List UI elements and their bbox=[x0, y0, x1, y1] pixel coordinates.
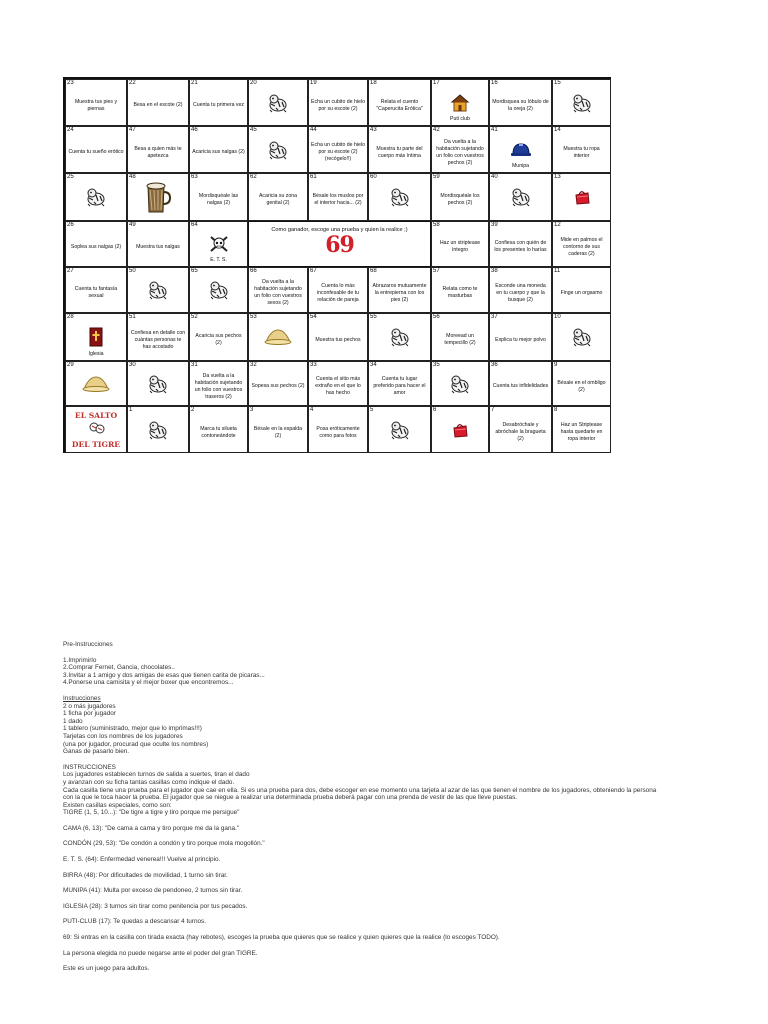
text-line: 2.Comprar Fernet, Gancia, chocolates.. bbox=[63, 664, 175, 672]
board-cell-15 bbox=[552, 79, 611, 126]
board-cell-37 bbox=[489, 313, 552, 361]
cell-number: 59 bbox=[433, 174, 440, 180]
cell-text: E. T. S. bbox=[210, 257, 227, 263]
cell-number: 14 bbox=[554, 127, 561, 133]
board-cell-66 bbox=[248, 267, 308, 313]
cell-number: 15 bbox=[554, 80, 561, 86]
board-cell-33 bbox=[308, 361, 368, 406]
bag-icon bbox=[573, 188, 591, 206]
board-cell-16 bbox=[489, 79, 552, 126]
cell-text: Mordisquéale las nalgas (2) bbox=[198, 193, 239, 206]
board-title-cell bbox=[65, 406, 127, 453]
special-cell-rule: E. T. S. (64): Enfermedad venerea!!! Vuelve al principio. bbox=[63, 856, 221, 864]
cell-text: Sopesa sus pechos (2) bbox=[251, 383, 305, 389]
special-cells-list bbox=[63, 817, 753, 973]
cell-text: Muestra tus pechos bbox=[315, 336, 361, 343]
cell-text: Esconde una moneda en tu cuerpo y que la busque (2) bbox=[495, 282, 546, 303]
cell-number: 56 bbox=[433, 314, 440, 320]
special-cell-rule: CONDÓN (29, 53): "De condón a condón y tiro porque mola mogollón." bbox=[63, 840, 265, 848]
cell-text: Acaricia su zona genital (2) bbox=[258, 193, 298, 206]
text-line: 3.Invitar a 1 amigo y dos amigas de esas que tienen carita de picaras... bbox=[63, 671, 265, 679]
bag-icon bbox=[451, 421, 469, 439]
cell-number: 63 bbox=[191, 174, 198, 180]
text-line: 1 dado bbox=[63, 717, 83, 725]
board-cell-32 bbox=[248, 361, 308, 406]
text-line: 4.Ponerse una camisita y el mejor boxer que encontremos... bbox=[63, 679, 234, 687]
tiger-icon bbox=[388, 187, 412, 207]
cell-text: Soplea sus nalgas (2) bbox=[70, 243, 122, 250]
cell-text: Mordisquea su lóbulo de la oreja (2) bbox=[492, 98, 549, 112]
cell-text: Echa un cubito de hielo por su escote (2) bbox=[311, 98, 365, 112]
tiger-icon bbox=[266, 140, 290, 160]
board-cell-57 bbox=[431, 267, 489, 313]
cell-number: 28 bbox=[67, 314, 74, 320]
tiger-icon bbox=[84, 187, 108, 207]
text-line: y avanzan con su ficha tantas casillas como indique el dado. bbox=[63, 778, 235, 786]
board-cell-2 bbox=[189, 406, 248, 453]
tiger-icon bbox=[146, 374, 170, 394]
special-cell-rule: BIRRA (48): Por dificultades de movilidad, 1 turno sin tirar. bbox=[63, 871, 228, 879]
cell-text: Confiesa en detalle con cuántas personas te has acostado bbox=[130, 329, 186, 350]
board-cell-27 bbox=[65, 267, 127, 313]
board-cell-14 bbox=[552, 126, 611, 173]
cell-number: 7 bbox=[491, 407, 495, 413]
cell-number: 54 bbox=[310, 314, 317, 320]
board-cell-26 bbox=[65, 221, 127, 267]
cell-text: Mide en palmos el contorno de sus caderas (2) bbox=[560, 236, 603, 257]
cell-number: 3 bbox=[250, 407, 254, 413]
cell-number: 19 bbox=[310, 80, 317, 86]
skull-icon bbox=[209, 235, 229, 253]
text-line: 1 tablero (suministrado, mejor que lo imprimas!!!) bbox=[63, 725, 202, 733]
tiger-icon bbox=[448, 374, 472, 394]
cell-number: 12 bbox=[554, 222, 561, 228]
cell-number: 30 bbox=[129, 362, 136, 368]
cell-text: Mordisquéale los pechos (2) bbox=[440, 193, 480, 206]
cell-number: 68 bbox=[370, 268, 377, 274]
tiger-icon bbox=[509, 187, 533, 207]
cell-number: 2 bbox=[191, 407, 195, 413]
cell-text: Haz un striptease íntegro bbox=[439, 240, 481, 253]
cell-number: 1 bbox=[129, 407, 133, 413]
instructions-title: Instrucciones bbox=[63, 694, 101, 702]
cell-number: 45 bbox=[250, 127, 257, 133]
tiger-icon bbox=[388, 327, 412, 347]
special-cell-rule: Este es un juego para adultos. bbox=[63, 965, 150, 973]
cell-number: 11 bbox=[554, 268, 561, 274]
cell-text: Bésale en el ombligo (2) bbox=[557, 379, 606, 393]
board-cell-13 bbox=[552, 173, 611, 221]
cell-text: Finge un orgasmo bbox=[560, 289, 603, 296]
tiger-icon bbox=[146, 280, 170, 300]
cell-number: 29 bbox=[67, 362, 74, 368]
board-cell-65 bbox=[189, 267, 248, 313]
cell-number: 34 bbox=[370, 362, 377, 368]
board-cell-5 bbox=[368, 406, 431, 453]
text-line: Tarjetas con los nombres de los jugadores bbox=[63, 732, 183, 740]
board-cell-67 bbox=[308, 267, 368, 313]
cell-number: 10 bbox=[554, 314, 561, 320]
board-cell-47 bbox=[127, 126, 189, 173]
board-cell-60 bbox=[368, 173, 431, 221]
cell-text: Haz un Striptease hasta quedarte en ropa interior bbox=[560, 422, 603, 442]
board-cell-56 bbox=[431, 313, 489, 361]
board-cell-48 bbox=[127, 173, 189, 221]
cell-number: 23 bbox=[67, 80, 74, 86]
board-cell-3 bbox=[248, 406, 308, 453]
special-cell-rule: La persona elegida no puede negarse ante el poder del gran TIGRE. bbox=[63, 949, 258, 957]
board-cell-58 bbox=[431, 221, 489, 267]
board-cell-10 bbox=[552, 313, 611, 361]
cell-number: 47 bbox=[129, 127, 136, 133]
cell-number: 21 bbox=[191, 80, 198, 86]
cell-text: Bésale los muslos por el interior hacia... (2) bbox=[312, 193, 364, 206]
cell-number: 31 bbox=[191, 362, 198, 368]
game-board bbox=[63, 77, 611, 453]
cell-text: Echa un cubito de hielo por su escote (2) (recógelo!!) bbox=[311, 142, 365, 162]
board-cell-38 bbox=[489, 267, 552, 313]
board-cell-36 bbox=[489, 361, 552, 406]
tiger-icon bbox=[266, 93, 290, 113]
board-cell-61 bbox=[308, 173, 368, 221]
cell-text: Relata el cuento "Caperucita Erótica" bbox=[376, 98, 423, 112]
tiger-icon bbox=[570, 327, 594, 347]
cell-text: Muestra tus nalgas bbox=[136, 243, 180, 250]
cell-number: 61 bbox=[310, 174, 317, 180]
cell-number: 41 bbox=[491, 127, 498, 133]
cell-text: Puti club bbox=[450, 116, 470, 122]
board-cell-22 bbox=[127, 79, 189, 126]
pre-instructions-list bbox=[63, 657, 753, 687]
special-cell-rule: MUNIPA (41): Multa por exceso de pendoneo, 2 turnos sin tirar. bbox=[63, 887, 243, 895]
board-cell-55 bbox=[368, 313, 431, 361]
cell-text: Bésale en la espalda (2) bbox=[253, 425, 303, 439]
cell-text: Cuenta tus infidelidades bbox=[492, 383, 549, 389]
cell-number: 55 bbox=[370, 314, 377, 320]
cell-number: 4 bbox=[310, 407, 314, 413]
cell-number: 33 bbox=[310, 362, 317, 368]
board-cell-42 bbox=[431, 126, 489, 173]
cell-text: Confiesa con quién de los presentes lo harías bbox=[494, 240, 547, 253]
cell-text: Muestra tu ropa interior bbox=[563, 145, 600, 159]
board-cell-30 bbox=[127, 361, 189, 406]
board-cell-9 bbox=[552, 361, 611, 406]
cell-text: Cuenta el sitio más extraño en el que lo has hecho bbox=[315, 376, 361, 396]
cell-number: 49 bbox=[129, 222, 136, 228]
church-icon bbox=[89, 327, 103, 347]
board-cell-40 bbox=[489, 173, 552, 221]
rules-title: INSTRUCCIONES bbox=[63, 763, 116, 771]
board-cell-1 bbox=[127, 406, 189, 453]
board-cell-6 bbox=[431, 406, 489, 453]
cell-text: Besa a quien más te apetezca bbox=[134, 145, 182, 159]
cell-number: 17 bbox=[433, 80, 440, 86]
cell-number: 35 bbox=[433, 362, 440, 368]
cell-text: Marca tu silueta contoneándote bbox=[200, 425, 237, 439]
center-number: 69 bbox=[325, 232, 354, 258]
cell-text: Da vuelta a la habitación sujetando un folio con vuestros pechos (2) bbox=[436, 138, 484, 166]
cell-number: 38 bbox=[491, 268, 498, 274]
board-cell-64 bbox=[189, 221, 248, 267]
cell-text: Cuenta tu sueño erótico bbox=[68, 149, 124, 155]
board-cell-20 bbox=[248, 79, 308, 126]
board-cell-7 bbox=[489, 406, 552, 453]
text-line: TIGRE (1, 5, 10...): "De tigre a tigre y tiro porque me persigue" bbox=[63, 809, 240, 817]
board-cell-44 bbox=[308, 126, 368, 173]
beer-icon bbox=[144, 180, 172, 214]
text-line: con la que le toca hacer la prueba. El jugador que se niegue a realizar una determinada prueba deberá pagar con una prenda de vestir de las que lleve puestas. bbox=[63, 794, 518, 802]
cell-text: Relata como te masturbas bbox=[442, 286, 478, 299]
tiger-logo-icon bbox=[88, 421, 106, 440]
text-line: Ganas de pasarlo bien. bbox=[63, 748, 130, 756]
board-cell-69 bbox=[248, 221, 431, 267]
board-cell-21 bbox=[189, 79, 248, 126]
text-line: 1.Imprimirlo bbox=[63, 656, 97, 664]
cell-number: 52 bbox=[191, 314, 198, 320]
board-cell-12 bbox=[552, 221, 611, 267]
cell-number: 24 bbox=[67, 127, 74, 133]
board-cell-28 bbox=[65, 313, 127, 361]
cell-text: Moreead un tempecillo (2) bbox=[444, 333, 476, 346]
text-line: (una por jugador, procurad que oculte los nombres) bbox=[63, 740, 209, 748]
board-cell-53 bbox=[248, 313, 308, 361]
cell-number: 43 bbox=[370, 127, 377, 133]
cell-text: Desabróchale y abróchale la bragueta (2) bbox=[495, 422, 546, 442]
cell-text: Cuenta tu primera vez bbox=[192, 102, 245, 108]
text-line: Cada casilla tiene una prueba para el jugador que cae en ella. Si es una prueba para dos, debe escoger en ese momento una tarjeta al azar de las que tienen el nombre de los jugadores, obteniendo la persona bbox=[63, 786, 657, 794]
cell-number: 51 bbox=[129, 314, 136, 320]
cell-number: 37 bbox=[491, 314, 498, 320]
cell-number: 8 bbox=[554, 407, 558, 413]
cell-number: 53 bbox=[250, 314, 257, 320]
cell-number: 46 bbox=[191, 127, 198, 133]
center-instruction: Como ganador, escoge una prueba y quien la realice ;) bbox=[271, 227, 408, 233]
board-cell-18 bbox=[368, 79, 431, 126]
board-cell-52 bbox=[189, 313, 248, 361]
cell-number: 60 bbox=[370, 174, 377, 180]
board-cell-4 bbox=[308, 406, 368, 453]
board-cell-45 bbox=[248, 126, 308, 173]
instructions-list bbox=[63, 703, 753, 756]
board-cell-29 bbox=[65, 361, 127, 406]
text-line: Los jugadores establecen turnos de salida a suertes, tiran el dado bbox=[63, 771, 250, 779]
cell-text: Cuenta tu lugar preferido para hacer el amor bbox=[373, 376, 426, 396]
cell-number: 48 bbox=[129, 174, 136, 180]
cell-text: Muestra tus pies y piernas bbox=[74, 98, 118, 112]
cell-number: 44 bbox=[310, 127, 317, 133]
board-cell-41 bbox=[489, 126, 552, 173]
cell-text: Da vuelta a la habitación sujetando un folio con vuestros traseros (2) bbox=[194, 372, 243, 400]
tiger-icon bbox=[207, 280, 231, 300]
cell-number: 16 bbox=[491, 80, 498, 86]
board-cell-62 bbox=[248, 173, 308, 221]
special-cell-rule: PUTI-CLUB (17): Te quedas a descansar 4 turnos. bbox=[63, 918, 207, 926]
text-line: Existen casillas especiales, como son: bbox=[63, 801, 172, 809]
text-line: 2 o más jugadores bbox=[63, 702, 116, 710]
board-title-line2: DEL TIGRE bbox=[71, 440, 121, 449]
special-cell-rule: 69: Si entras en la casilla con tirada exacta (hay rebotes), escoges la prueba que quieres que se realice y quien quieres que la realice (lo escoges TODO). bbox=[63, 934, 500, 942]
cell-number: 5 bbox=[370, 407, 374, 413]
cell-text: Acaricia sus nalgas (2) bbox=[192, 149, 245, 155]
cell-text: Posa eróticamente como para fotos bbox=[316, 425, 360, 439]
board-cell-50 bbox=[127, 267, 189, 313]
board-cell-68 bbox=[368, 267, 431, 313]
cell-number: 57 bbox=[433, 268, 440, 274]
cell-number: 32 bbox=[250, 362, 257, 368]
board-cell-54 bbox=[308, 313, 368, 361]
cell-number: 27 bbox=[67, 268, 74, 274]
cell-text: Abrazaros mutuamente la entrepierna con los pies (2) bbox=[372, 282, 427, 303]
condom-icon bbox=[263, 328, 293, 346]
cell-text: Iglesia bbox=[88, 351, 104, 357]
board-cell-17 bbox=[431, 79, 489, 126]
tiger-icon bbox=[570, 93, 594, 113]
board-cell-25 bbox=[65, 173, 127, 221]
cell-number: 67 bbox=[310, 268, 317, 274]
tiger-icon bbox=[388, 420, 412, 440]
cell-number: 42 bbox=[433, 127, 440, 133]
pre-instructions-title: Pre-Instrucciones bbox=[63, 641, 113, 648]
cell-number: 50 bbox=[129, 268, 136, 274]
cell-number: 39 bbox=[491, 222, 498, 228]
board-cell-49 bbox=[127, 221, 189, 267]
house-icon bbox=[450, 93, 470, 113]
cell-number: 64 bbox=[191, 222, 198, 228]
board-cell-63 bbox=[189, 173, 248, 221]
cell-number: 9 bbox=[554, 362, 558, 368]
board-cell-51 bbox=[127, 313, 189, 361]
cell-number: 36 bbox=[491, 362, 498, 368]
cell-text: Da vuelta a la habitación sujetando un folio con vuestros sexos (2) bbox=[254, 279, 302, 306]
cell-number: 26 bbox=[67, 222, 74, 228]
board-cell-35 bbox=[431, 361, 489, 406]
board-cell-59 bbox=[431, 173, 489, 221]
text-line: 1 ficha por jugador bbox=[63, 710, 116, 718]
rules-list bbox=[63, 771, 753, 817]
board-cell-19 bbox=[308, 79, 368, 126]
cell-text: Acaricia sus pechos (2) bbox=[195, 333, 242, 346]
board-cell-8 bbox=[552, 406, 611, 453]
cell-text: Munipa bbox=[511, 163, 529, 169]
cell-number: 62 bbox=[250, 174, 257, 180]
cell-text: Explica tu mejor polvo bbox=[495, 336, 546, 343]
board-cell-23 bbox=[65, 79, 127, 126]
board-cell-11 bbox=[552, 267, 611, 313]
board-cell-34 bbox=[368, 361, 431, 406]
board-title-line1: EL SALTO bbox=[74, 411, 118, 420]
helmet-icon bbox=[510, 141, 532, 159]
board-cell-46 bbox=[189, 126, 248, 173]
cell-text: Cuenta tu fantasía sexual bbox=[74, 286, 118, 299]
board-cell-24 bbox=[65, 126, 127, 173]
board-cell-31 bbox=[189, 361, 248, 406]
cell-text: Muestra tu parte del cuerpo más íntima bbox=[376, 145, 423, 159]
cell-text: Besa en el escote (2) bbox=[133, 102, 183, 108]
cell-number: 18 bbox=[370, 80, 377, 86]
cell-number: 25 bbox=[67, 174, 74, 180]
cell-text: Cuenta lo más inconfesable de tu relación de pareja bbox=[316, 282, 360, 303]
cell-number: 20 bbox=[250, 80, 257, 86]
instructions-text bbox=[63, 641, 753, 973]
cell-number: 40 bbox=[491, 174, 498, 180]
tiger-icon bbox=[146, 420, 170, 440]
special-cell-rule: IGLESIA (28): 3 turnos sin tirar como penitencia por tus pecados. bbox=[63, 902, 248, 910]
cell-number: 58 bbox=[433, 222, 440, 228]
cell-number: 66 bbox=[250, 268, 257, 274]
board-cell-43 bbox=[368, 126, 431, 173]
special-cell-rule: CAMA (6, 13): "De cama a cama y tiro porque me da la gana." bbox=[63, 824, 240, 832]
condom-icon bbox=[81, 375, 111, 393]
board-cell-39 bbox=[489, 221, 552, 267]
cell-number: 65 bbox=[191, 268, 198, 274]
cell-number: 6 bbox=[433, 407, 437, 413]
cell-number: 22 bbox=[129, 80, 136, 86]
cell-number: 13 bbox=[554, 174, 561, 180]
